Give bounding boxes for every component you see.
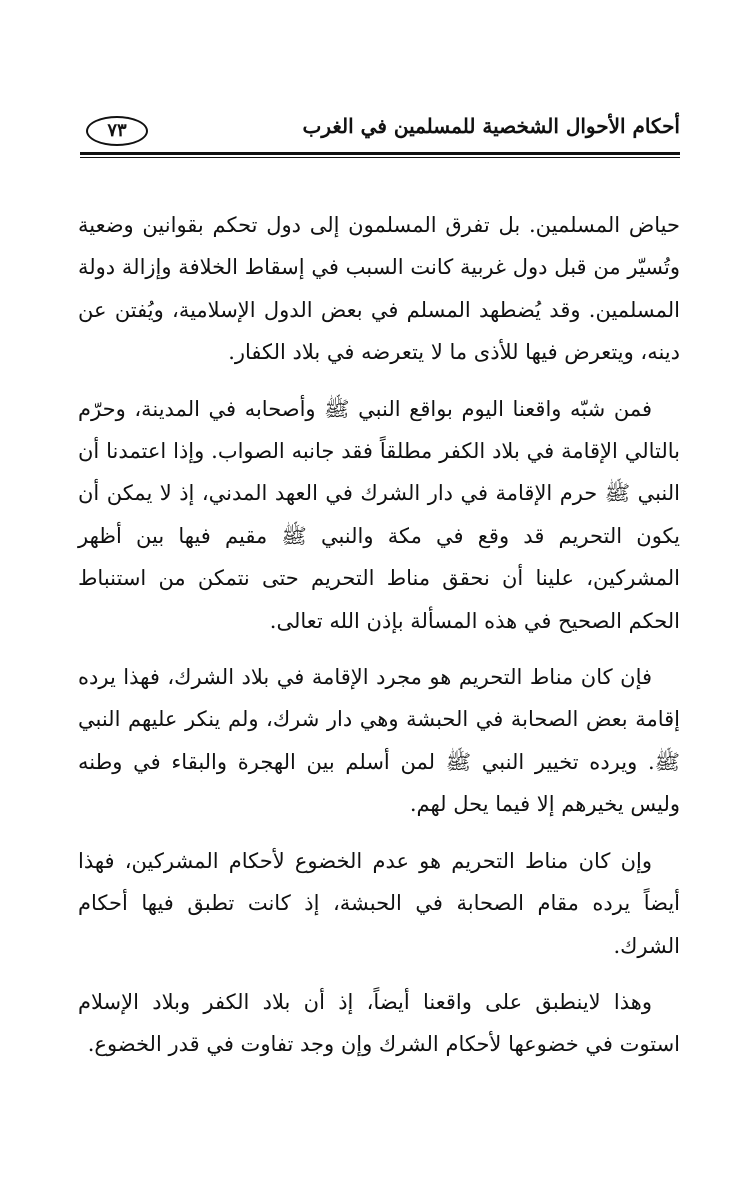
header-title: أحكام الأحوال الشخصية للمسلمين في الغرب <box>302 114 680 138</box>
header-rule-thin <box>80 157 680 158</box>
page-number-frame <box>86 116 148 146</box>
page-number: ٧٣ <box>107 120 127 141</box>
paragraph: فمن شبّه واقعنا اليوم بواقع النبي ﷺ وأصحابه في المدينة، وحرّم بالتالي الإقامة في بلاد الكفر مطلقاً فقد جانبه الصواب. وإذا اعتمدنا أن النبي ﷺ حرم الإقامة في دار الشرك في العهد المدني، إذ لا يمكن أن يكون التحريم قد وقع في مكة والنبي ﷺ مقيم فيها بين أظهر المشركين، علينا أن نحقق مناط التحريم حتى نتمكن من استنباط الحكم الصحيح في هذه المسألة بإذن الله تعالى. <box>78 396 680 633</box>
paragraph: وهذا لاينطبق على واقعنا أيضاً، إذ أن بلاد الكفر وبلاد الإسلام استوت في خضوعها لأحكام الشرك وإن وجد تفاوت في قدر الخضوع. <box>78 989 680 1057</box>
paragraph: فإن كان مناط التحريم هو مجرد الإقامة في بلاد الشرك، فهذا يرده إقامة بعض الصحابة في الحبشة وهي دار شرك، ولم ينكر عليهم النبي ﷺ. ويرده تخيير النبي ﷺ لمن أسلم بين الهجرة والبقاء في وطنه وليس يخيرهم إلا فيما يحل لهم. <box>78 665 680 817</box>
body-text <box>78 204 680 1080</box>
paragraph: وإن كان مناط التحريم هو عدم الخضوع لأحكام المشركين، فهذا أيضاً يرده مقام الصحابة في الحبشة، إذ كانت تطبق فيها أحكام الشرك. <box>78 848 680 958</box>
header-rule <box>80 152 680 155</box>
running-header <box>80 112 680 158</box>
paragraph: حياض المسلمين. بل تفرق المسلمون إلى دول تحكم بقوانين وضعية وتُسيّر من قبل دول غربية كانت السبب في إسقاط الخلافة وإزالة دولة المسلمين. وقد يُضطهد المسلم في بعض الدول الإسلامية، ويُفتن عن دينه، ويتعرض فيها للأذى ما لا يتعرضه في بلاد الكفار. <box>78 213 680 365</box>
